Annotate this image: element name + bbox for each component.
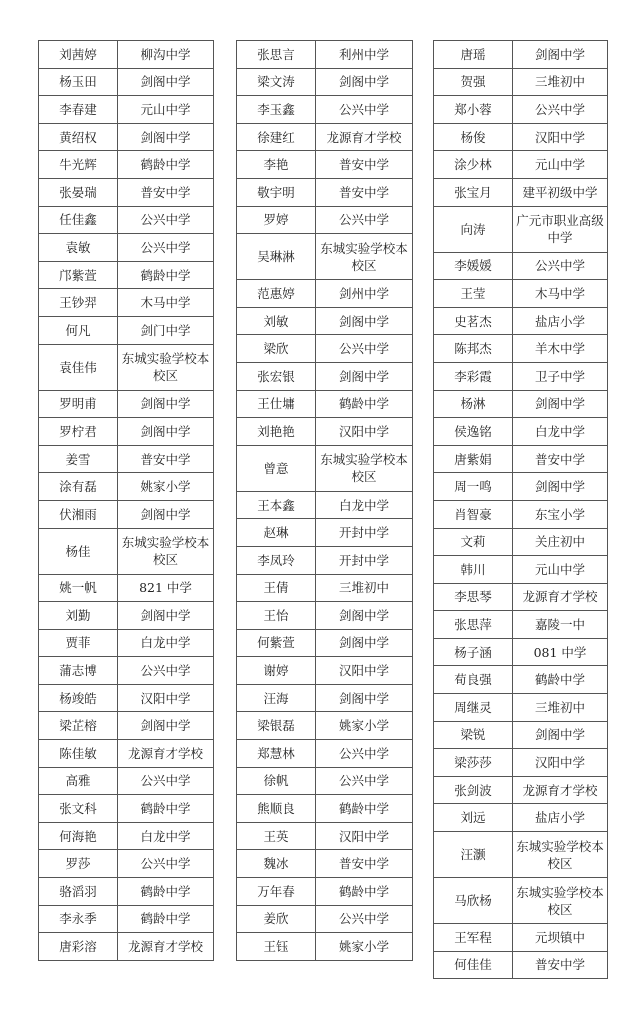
table-row bbox=[237, 362, 413, 390]
school-name: 东城实验学校本校区 bbox=[316, 234, 413, 280]
school-name: 姚家小学 bbox=[316, 712, 413, 740]
table-row bbox=[434, 445, 608, 473]
student-name: 王倩 bbox=[237, 574, 316, 602]
school-name: 剑阁中学 bbox=[316, 684, 413, 712]
school-name: 剑阁中学 bbox=[118, 68, 214, 96]
student-name: 王仕墉 bbox=[237, 390, 316, 418]
student-name: 罗明甫 bbox=[39, 390, 118, 418]
student-name: 李凤玲 bbox=[237, 546, 316, 574]
table-row bbox=[39, 629, 214, 657]
school-name: 汉阳中学 bbox=[316, 657, 413, 685]
school-name: 三堆初中 bbox=[513, 68, 608, 96]
student-name: 王军程 bbox=[434, 924, 513, 952]
student-name: 梁文涛 bbox=[237, 68, 316, 96]
student-name: 涂有磊 bbox=[39, 473, 118, 501]
table-row bbox=[434, 335, 608, 363]
school-name: 剑阁中学 bbox=[316, 629, 413, 657]
student-name: 徐帆 bbox=[237, 767, 316, 795]
student-name: 李艳 bbox=[237, 151, 316, 179]
student-name: 唐彩溶 bbox=[39, 933, 118, 961]
table-row bbox=[237, 546, 413, 574]
student-name: 曾意 bbox=[237, 445, 316, 491]
student-name: 张文科 bbox=[39, 795, 118, 823]
table-row bbox=[237, 68, 413, 96]
school-name: 鹤龄中学 bbox=[118, 905, 214, 933]
school-name: 普安中学 bbox=[316, 178, 413, 206]
student-name: 张晏瑞 bbox=[39, 178, 118, 206]
student-name: 姜雪 bbox=[39, 445, 118, 473]
student-name: 陈邦杰 bbox=[434, 335, 513, 363]
table-row bbox=[237, 850, 413, 878]
student-name: 杨子涵 bbox=[434, 638, 513, 666]
school-name: 公兴中学 bbox=[513, 252, 608, 280]
student-name: 罗莎 bbox=[39, 850, 118, 878]
school-name: 剑阁中学 bbox=[513, 721, 608, 749]
table-row bbox=[39, 822, 214, 850]
table-row bbox=[39, 206, 214, 234]
school-name: 鹤龄中学 bbox=[513, 666, 608, 694]
table-row bbox=[237, 519, 413, 547]
student-name: 汪海 bbox=[237, 684, 316, 712]
student-name: 袁佳伟 bbox=[39, 344, 118, 390]
table-row bbox=[237, 822, 413, 850]
student-name: 刘茜婷 bbox=[39, 41, 118, 69]
school-name: 汉阳中学 bbox=[118, 684, 214, 712]
student-name: 杨淋 bbox=[434, 390, 513, 418]
table-row bbox=[39, 68, 214, 96]
school-name: 普安中学 bbox=[118, 445, 214, 473]
table-row bbox=[434, 178, 608, 206]
school-name: 三堆初中 bbox=[316, 574, 413, 602]
table-row bbox=[434, 721, 608, 749]
school-name: 剑阁中学 bbox=[316, 602, 413, 630]
school-name: 剑阁中学 bbox=[118, 123, 214, 151]
table-row bbox=[39, 96, 214, 124]
student-name: 王本鑫 bbox=[237, 491, 316, 519]
student-name: 姚一帆 bbox=[39, 574, 118, 602]
student-name: 杨俊 bbox=[434, 123, 513, 151]
table-row bbox=[39, 850, 214, 878]
school-name: 龙源育才学校 bbox=[118, 933, 214, 961]
student-name: 李媛媛 bbox=[434, 252, 513, 280]
table-row bbox=[237, 178, 413, 206]
table-row bbox=[39, 234, 214, 262]
table-row bbox=[237, 629, 413, 657]
table-row bbox=[434, 307, 608, 335]
student-name: 张剑波 bbox=[434, 776, 513, 804]
table-row bbox=[237, 445, 413, 491]
student-name: 何佳佳 bbox=[434, 951, 513, 979]
school-name: 元山中学 bbox=[513, 556, 608, 584]
table-row bbox=[237, 335, 413, 363]
student-name: 刘远 bbox=[434, 804, 513, 832]
school-name: 公兴中学 bbox=[316, 206, 413, 234]
school-name: 剑阁中学 bbox=[513, 41, 608, 69]
student-name: 侯逸铭 bbox=[434, 418, 513, 446]
table-row bbox=[39, 712, 214, 740]
school-name: 普安中学 bbox=[513, 445, 608, 473]
table-row bbox=[237, 602, 413, 630]
student-name: 李春建 bbox=[39, 96, 118, 124]
table-row bbox=[39, 933, 214, 961]
school-name: 元山中学 bbox=[513, 151, 608, 179]
table-row bbox=[39, 445, 214, 473]
school-name: 公兴中学 bbox=[118, 850, 214, 878]
school-name: 剑阁中学 bbox=[316, 68, 413, 96]
table-row bbox=[434, 694, 608, 722]
table-row bbox=[237, 657, 413, 685]
student-name: 邝紫萱 bbox=[39, 261, 118, 289]
student-name: 罗柠君 bbox=[39, 418, 118, 446]
student-name: 罗婷 bbox=[237, 206, 316, 234]
school-name: 嘉陵一中 bbox=[513, 611, 608, 639]
school-name: 羊木中学 bbox=[513, 335, 608, 363]
school-name: 剑阁中学 bbox=[513, 473, 608, 501]
table-row bbox=[237, 96, 413, 124]
table-row bbox=[39, 473, 214, 501]
school-name: 剑阁中学 bbox=[118, 390, 214, 418]
table-row bbox=[39, 602, 214, 630]
student-name: 周一鸣 bbox=[434, 473, 513, 501]
table-row bbox=[237, 740, 413, 768]
school-name: 卫子中学 bbox=[513, 362, 608, 390]
table-row bbox=[39, 316, 214, 344]
table-row bbox=[434, 528, 608, 556]
student-name: 敬宇明 bbox=[237, 178, 316, 206]
student-name: 李玉鑫 bbox=[237, 96, 316, 124]
school-name: 龙源育才学校 bbox=[513, 776, 608, 804]
student-name: 王钞羿 bbox=[39, 289, 118, 317]
table-row bbox=[237, 123, 413, 151]
roster-table-2 bbox=[236, 40, 413, 961]
table-row bbox=[39, 740, 214, 768]
school-name: 剑阁中学 bbox=[118, 712, 214, 740]
student-name: 张思萍 bbox=[434, 611, 513, 639]
table-row bbox=[237, 795, 413, 823]
table-row bbox=[434, 123, 608, 151]
student-name: 骆滔羽 bbox=[39, 878, 118, 906]
student-name: 李思琴 bbox=[434, 583, 513, 611]
table-row bbox=[434, 206, 608, 252]
table-row bbox=[237, 574, 413, 602]
table-row bbox=[434, 362, 608, 390]
table-row bbox=[434, 924, 608, 952]
school-name: 汉阳中学 bbox=[513, 749, 608, 777]
student-name: 马欣杨 bbox=[434, 878, 513, 924]
school-name: 剑阁中学 bbox=[316, 307, 413, 335]
table-row bbox=[237, 684, 413, 712]
table-row bbox=[237, 280, 413, 308]
student-name: 袁敏 bbox=[39, 234, 118, 262]
table-row bbox=[434, 151, 608, 179]
table-row bbox=[237, 234, 413, 280]
table-row bbox=[39, 905, 214, 933]
student-name: 周继灵 bbox=[434, 694, 513, 722]
school-name: 龙源育才学校 bbox=[316, 123, 413, 151]
student-name: 伏湘雨 bbox=[39, 500, 118, 528]
student-name: 魏冰 bbox=[237, 850, 316, 878]
student-name: 何紫萱 bbox=[237, 629, 316, 657]
school-name: 建平初级中学 bbox=[513, 178, 608, 206]
school-name: 盐店小学 bbox=[513, 804, 608, 832]
table-row bbox=[237, 905, 413, 933]
student-name: 黄绍权 bbox=[39, 123, 118, 151]
table-row bbox=[237, 933, 413, 961]
student-name: 万年春 bbox=[237, 878, 316, 906]
table-row bbox=[434, 583, 608, 611]
school-name: 普安中学 bbox=[316, 151, 413, 179]
school-name: 剑阁中学 bbox=[513, 390, 608, 418]
table-row bbox=[434, 390, 608, 418]
school-name: 821 中学 bbox=[118, 574, 214, 602]
table-row bbox=[237, 41, 413, 69]
table-row bbox=[39, 151, 214, 179]
school-name: 公兴中学 bbox=[513, 96, 608, 124]
roster-table-3 bbox=[433, 40, 608, 979]
school-name: 东城实验学校本校区 bbox=[118, 344, 214, 390]
table-row bbox=[434, 832, 608, 878]
student-name: 张宝月 bbox=[434, 178, 513, 206]
roster-table-1 bbox=[38, 40, 214, 961]
table-row bbox=[434, 749, 608, 777]
table-row bbox=[237, 491, 413, 519]
student-name: 赵琳 bbox=[237, 519, 316, 547]
student-name: 牛光辉 bbox=[39, 151, 118, 179]
school-name: 鹤龄中学 bbox=[316, 390, 413, 418]
table-row bbox=[434, 638, 608, 666]
school-name: 鹤龄中学 bbox=[118, 878, 214, 906]
table-row bbox=[39, 684, 214, 712]
school-name: 元山中学 bbox=[118, 96, 214, 124]
table-row bbox=[237, 151, 413, 179]
student-name: 熊顺良 bbox=[237, 795, 316, 823]
table-row bbox=[434, 500, 608, 528]
table-row bbox=[39, 795, 214, 823]
student-name: 唐紫娟 bbox=[434, 445, 513, 473]
student-name: 陈佳敏 bbox=[39, 740, 118, 768]
school-name: 剑州中学 bbox=[316, 280, 413, 308]
school-name: 东城实验学校本校区 bbox=[513, 832, 608, 878]
table-row bbox=[237, 767, 413, 795]
table-row bbox=[237, 878, 413, 906]
student-name: 何海艳 bbox=[39, 822, 118, 850]
school-name: 木马中学 bbox=[513, 280, 608, 308]
student-name: 杨竣皓 bbox=[39, 684, 118, 712]
table-row bbox=[434, 666, 608, 694]
student-name: 史茗杰 bbox=[434, 307, 513, 335]
table-row bbox=[39, 528, 214, 574]
student-name: 王英 bbox=[237, 822, 316, 850]
table-row bbox=[434, 68, 608, 96]
school-name: 鹤龄中学 bbox=[118, 261, 214, 289]
student-name: 任佳鑫 bbox=[39, 206, 118, 234]
school-name: 白龙中学 bbox=[513, 418, 608, 446]
school-name: 公兴中学 bbox=[316, 740, 413, 768]
school-name: 开封中学 bbox=[316, 519, 413, 547]
school-name: 鹤龄中学 bbox=[118, 151, 214, 179]
student-name: 贾菲 bbox=[39, 629, 118, 657]
student-name: 吴琳淋 bbox=[237, 234, 316, 280]
student-name: 贺强 bbox=[434, 68, 513, 96]
student-name: 梁欣 bbox=[237, 335, 316, 363]
student-name: 唐瑶 bbox=[434, 41, 513, 69]
table-row bbox=[237, 712, 413, 740]
student-name: 李永季 bbox=[39, 905, 118, 933]
school-name: 汉阳中学 bbox=[316, 418, 413, 446]
school-name: 东城实验学校本校区 bbox=[316, 445, 413, 491]
table-row bbox=[39, 344, 214, 390]
student-name: 文莉 bbox=[434, 528, 513, 556]
student-name: 高雅 bbox=[39, 767, 118, 795]
student-name: 杨佳 bbox=[39, 528, 118, 574]
student-name: 王怡 bbox=[237, 602, 316, 630]
school-name: 龙源育才学校 bbox=[118, 740, 214, 768]
school-name: 剑阁中学 bbox=[118, 500, 214, 528]
student-name: 涂少林 bbox=[434, 151, 513, 179]
table-row bbox=[39, 767, 214, 795]
student-name: 刘艳艳 bbox=[237, 418, 316, 446]
school-name: 公兴中学 bbox=[118, 206, 214, 234]
student-name: 郑小蓉 bbox=[434, 96, 513, 124]
student-name: 王钰 bbox=[237, 933, 316, 961]
school-name: 公兴中学 bbox=[316, 96, 413, 124]
student-name: 梁莎莎 bbox=[434, 749, 513, 777]
school-name: 白龙中学 bbox=[316, 491, 413, 519]
student-name: 韩川 bbox=[434, 556, 513, 584]
student-name: 肖智豪 bbox=[434, 500, 513, 528]
table-row bbox=[434, 951, 608, 979]
school-name: 关庄初中 bbox=[513, 528, 608, 556]
school-name: 鹤龄中学 bbox=[118, 795, 214, 823]
school-name: 鹤龄中学 bbox=[316, 795, 413, 823]
school-name: 姚家小学 bbox=[316, 933, 413, 961]
student-name: 何凡 bbox=[39, 316, 118, 344]
school-name: 汉阳中学 bbox=[513, 123, 608, 151]
school-name: 公兴中学 bbox=[316, 335, 413, 363]
school-name: 东城实验学校本校区 bbox=[513, 878, 608, 924]
table-row bbox=[434, 41, 608, 69]
school-name: 柳沟中学 bbox=[118, 41, 214, 69]
table-row bbox=[434, 556, 608, 584]
table-row bbox=[434, 804, 608, 832]
school-name: 公兴中学 bbox=[118, 657, 214, 685]
school-name: 汉阳中学 bbox=[316, 822, 413, 850]
school-name: 广元市职业高级中学 bbox=[513, 206, 608, 252]
table-row bbox=[237, 390, 413, 418]
school-name: 盐店小学 bbox=[513, 307, 608, 335]
student-name: 张宏银 bbox=[237, 362, 316, 390]
table-row bbox=[39, 390, 214, 418]
school-name: 普安中学 bbox=[118, 178, 214, 206]
table-row bbox=[434, 473, 608, 501]
table-row bbox=[434, 611, 608, 639]
table-row bbox=[434, 776, 608, 804]
student-name: 梁锐 bbox=[434, 721, 513, 749]
table-row bbox=[434, 280, 608, 308]
school-name: 081 中学 bbox=[513, 638, 608, 666]
student-name: 向涛 bbox=[434, 206, 513, 252]
school-name: 鹤龄中学 bbox=[316, 878, 413, 906]
school-name: 东城实验学校本校区 bbox=[118, 528, 214, 574]
student-name: 王莹 bbox=[434, 280, 513, 308]
school-name: 公兴中学 bbox=[118, 767, 214, 795]
table-row bbox=[39, 418, 214, 446]
table-row bbox=[39, 123, 214, 151]
table-row bbox=[237, 206, 413, 234]
table-row bbox=[39, 500, 214, 528]
student-name: 郑慧林 bbox=[237, 740, 316, 768]
table-row bbox=[39, 574, 214, 602]
school-name: 公兴中学 bbox=[118, 234, 214, 262]
table-row bbox=[434, 418, 608, 446]
student-name: 姜欣 bbox=[237, 905, 316, 933]
school-name: 木马中学 bbox=[118, 289, 214, 317]
table-row bbox=[237, 307, 413, 335]
school-name: 白龙中学 bbox=[118, 629, 214, 657]
table-row bbox=[39, 657, 214, 685]
table-row bbox=[39, 261, 214, 289]
student-name: 梁芷榕 bbox=[39, 712, 118, 740]
school-name: 普安中学 bbox=[316, 850, 413, 878]
student-name: 张思言 bbox=[237, 41, 316, 69]
school-name: 东宝小学 bbox=[513, 500, 608, 528]
student-name: 李彩霞 bbox=[434, 362, 513, 390]
student-name: 刘勤 bbox=[39, 602, 118, 630]
school-name: 公兴中学 bbox=[316, 767, 413, 795]
table-row bbox=[237, 418, 413, 446]
student-name: 谢婷 bbox=[237, 657, 316, 685]
school-name: 白龙中学 bbox=[118, 822, 214, 850]
table-row bbox=[39, 41, 214, 69]
school-name: 公兴中学 bbox=[316, 905, 413, 933]
table-row bbox=[39, 178, 214, 206]
school-name: 三堆初中 bbox=[513, 694, 608, 722]
school-name: 利州中学 bbox=[316, 41, 413, 69]
student-name: 杨玉田 bbox=[39, 68, 118, 96]
school-name: 剑阁中学 bbox=[316, 362, 413, 390]
student-name: 刘敏 bbox=[237, 307, 316, 335]
school-name: 开封中学 bbox=[316, 546, 413, 574]
school-name: 姚家小学 bbox=[118, 473, 214, 501]
school-name: 剑阁中学 bbox=[118, 418, 214, 446]
school-name: 龙源育才学校 bbox=[513, 583, 608, 611]
student-name: 汪灏 bbox=[434, 832, 513, 878]
table-row bbox=[39, 289, 214, 317]
student-name: 范惠婷 bbox=[237, 280, 316, 308]
table-row bbox=[434, 96, 608, 124]
student-name: 荀良强 bbox=[434, 666, 513, 694]
school-name: 剑门中学 bbox=[118, 316, 214, 344]
student-name: 梁银磊 bbox=[237, 712, 316, 740]
table-row bbox=[39, 878, 214, 906]
student-name: 蒲志博 bbox=[39, 657, 118, 685]
school-name: 元坝镇中 bbox=[513, 924, 608, 952]
table-row bbox=[434, 878, 608, 924]
student-name: 徐建红 bbox=[237, 123, 316, 151]
table-row bbox=[434, 252, 608, 280]
school-name: 剑阁中学 bbox=[118, 602, 214, 630]
school-name: 普安中学 bbox=[513, 951, 608, 979]
